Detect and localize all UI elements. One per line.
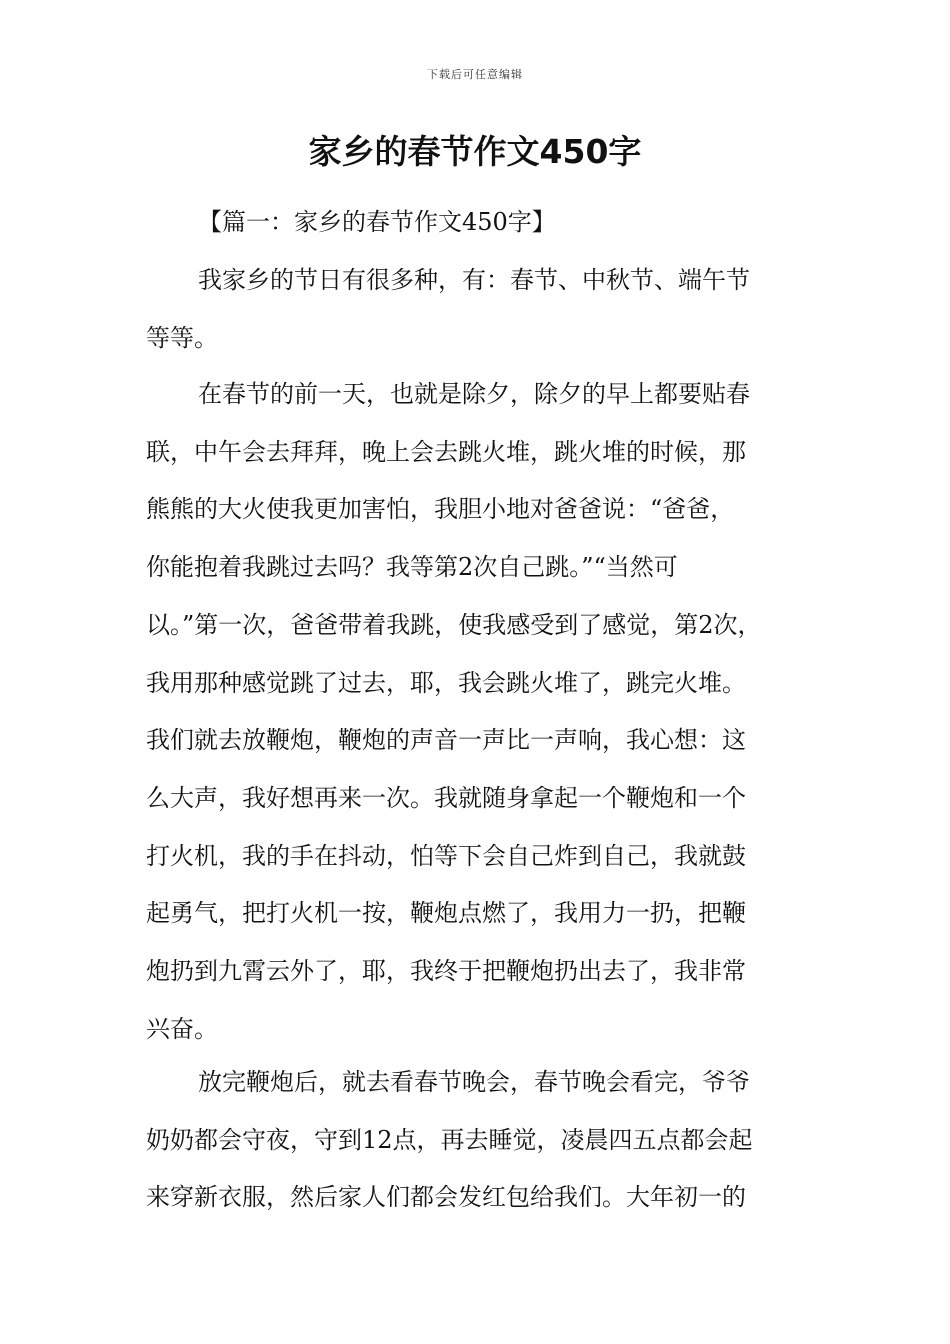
paragraph-2 [146,366,816,1058]
paragraph-3 [146,1054,816,1227]
paragraph-line: 兴奋。 [146,1014,218,1043]
paragraph-line: 你能抱着我跳过去吗？我等第2次自己跳。”“当然可 [146,553,678,582]
document-title: 家乡的春节作文450字 [308,132,642,171]
paragraph-line: 放完鞭炮后，就去看春节晚会，春节晚会看完，爷爷 [198,1068,750,1096]
section-heading: 【篇一：家乡的春节作文450字】 [198,208,556,236]
paragraph-line: 么大声，我好想再来一次。我就随身拿起一个鞭炮和一个 [146,783,746,812]
paragraph-line: 联，中午会去拜拜，晚上会去跳火堆，跳火堆的时候，那 [146,437,746,466]
paragraph-line: 熊熊的大火使我更加害怕，我胆小地对爸爸说：“爸爸， [146,495,735,524]
paragraph-line: 起勇气，把打火机一按，鞭炮点燃了，我用力一扔，把鞭 [146,899,746,928]
paragraph-line: 我家乡的节日有很多种，有：春节、中秋节、端午节 [198,266,750,294]
paragraph-line: 打火机，我的手在抖动，怕等下会自己炸到自己，我就鼓 [146,841,746,870]
paragraph-line: 等等。 [146,323,218,352]
paragraph-line: 奶奶都会守夜，守到12点，再去睡觉，凌晨四五点都会起 [146,1125,753,1154]
paragraph-line: 我们就去放鞭炮，鞭炮的声音一声比一声响，我心想：这 [146,726,746,755]
paragraph-line: 我用那种感觉跳了过去，耶，我会跳火堆了，跳完火堆。 [146,668,746,697]
paragraph-line: 来穿新衣服，然后家人们都会发红包给我们。大年初一的 [146,1183,746,1212]
header-note: 下载后可任意编辑 [427,68,523,81]
paragraph-1 [146,252,816,367]
paragraph-line: 在春节的前一天，也就是除夕，除夕的早上都要贴春 [198,380,750,408]
paragraph-line: 以。”第一次，爸爸带着我跳，使我感受到了感觉，第2次， [146,610,762,639]
paragraph-line: 炮扔到九霄云外了，耶，我终于把鞭炮扔出去了，我非常 [146,957,746,986]
